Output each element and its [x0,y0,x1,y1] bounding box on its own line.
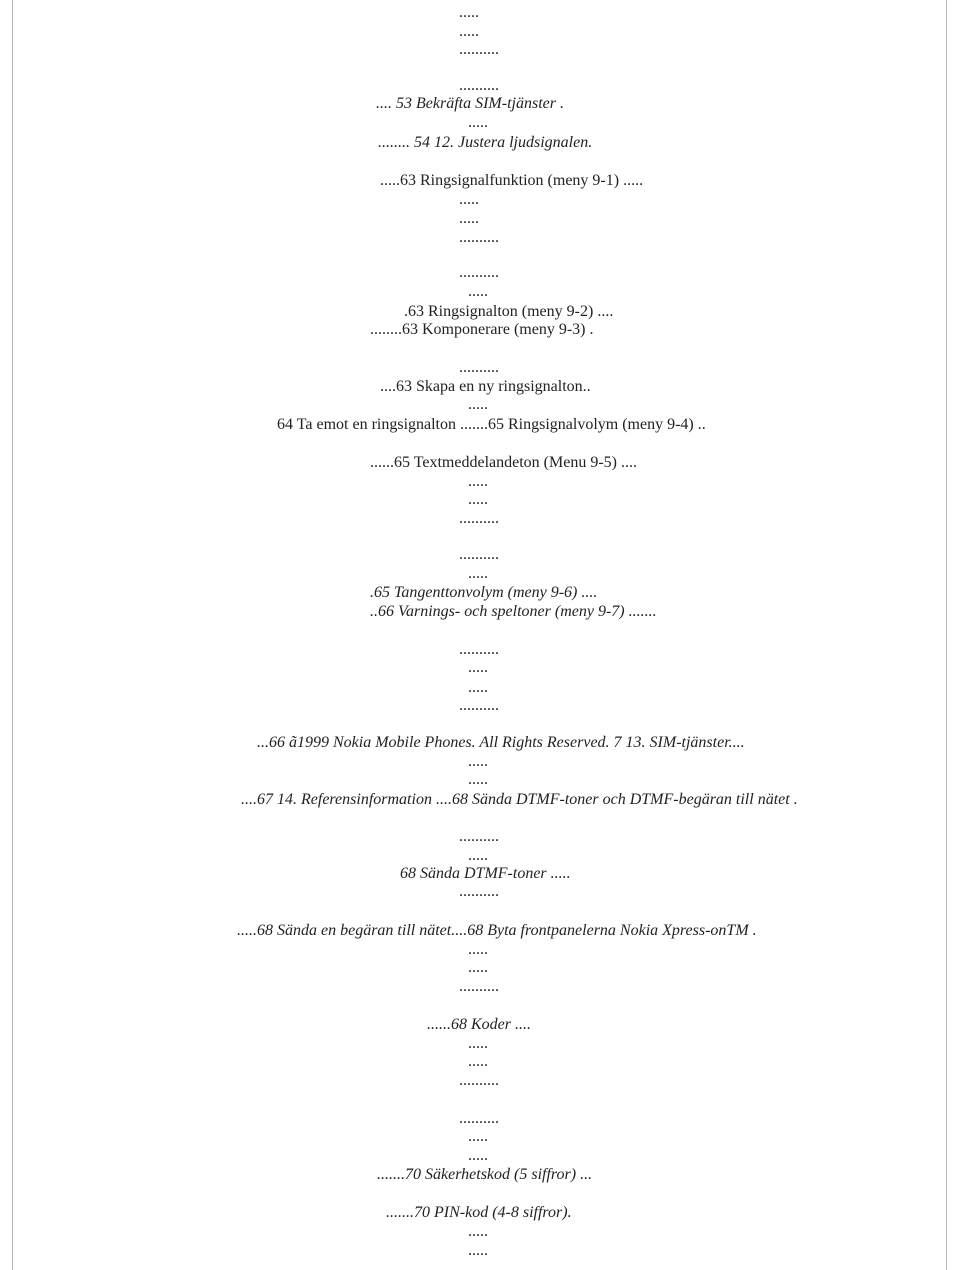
toc-entry-send-dtmf-tones[interactable]: 68 Sända DTMF-toner ..... [400,865,571,882]
toc-entry-send-request-front-panels[interactable]: .....68 Sända en begäran till nätet....68 Byta frontpanelerna Nokia Xpress-onTM . [237,922,757,939]
toc-entry-confirm-sim-services[interactable]: .... 53 Bekräfta SIM-tjänster . [376,95,564,112]
toc-entry-codes[interactable]: ......68 Koder .... [427,1016,531,1033]
toc-dots-line: .......... [459,828,499,845]
toc-dots-line: .......... [459,77,499,94]
toc-dots-line: ..... [468,1223,488,1240]
toc-dots-line: .......... [459,978,499,995]
toc-dots-line: .......... [459,697,499,714]
toc-dots-line: ..... [468,771,488,788]
toc-entry-keypad-volume[interactable]: .65 Tangenttonvolym (meny 9-6) .... [370,584,598,601]
toc-dots-line: .......... [459,229,499,246]
toc-entry-receive-ringtone[interactable]: 64 Ta emot en ringsignalton .......65 Ringsignalvolym (meny 9-4) .. [277,416,706,433]
toc-entry-adjust-sound-signal[interactable]: ........ 54 12. Justera ljudsignalen. [378,134,593,151]
toc-dots-line: ..... [468,659,488,676]
toc-dots-line: ..... [468,1053,488,1070]
toc-dots-line: ..... [468,847,488,864]
toc-entry-ringing-function[interactable]: .....63 Ringsignalfunktion (meny 9-1) ..... [380,172,644,189]
toc-entry-copyright-sim-services[interactable]: ...66 ã1999 Nokia Mobile Phones. All Rights Reserved. 7 13. SIM-tjänster.... [257,734,745,751]
toc-dots-line: ..... [468,1035,488,1052]
toc-dots-line: .......... [459,264,499,281]
toc-dots-line: ..... [468,283,488,300]
toc-dots-line: .......... [459,510,499,527]
toc-dots-line: ..... [468,491,488,508]
toc-dots-line: ..... [468,1147,488,1164]
toc-dots-line: .......... [459,1072,499,1089]
toc-entry-ringtone[interactable]: .63 Ringsignalton (meny 9-2) .... [404,303,614,320]
toc-dots-line: .......... [459,641,499,658]
toc-dots-line: ..... [459,4,479,21]
toc-dots-line: ..... [468,565,488,582]
toc-dots-line: ..... [468,1128,488,1145]
toc-dots-line: ..... [459,191,479,208]
toc-entry-composer[interactable]: ........63 Komponerare (meny 9-3) . [370,321,594,338]
toc-dots-line: ..... [468,679,488,696]
toc-dots-line: ..... [459,210,479,227]
page-border-left [12,0,13,1270]
toc-dots-line: .......... [459,41,499,58]
toc-entry-warning-tones[interactable]: ..66 Varnings- och speltoner (meny 9-7) ....... [370,603,657,620]
toc-dots-line: ..... [468,1242,488,1259]
toc-entry-pin-code[interactable]: .......70 PIN-kod (4-8 siffror). [386,1204,572,1221]
toc-dots-line: ..... [468,473,488,490]
toc-entry-security-code[interactable]: .......70 Säkerhetskod (5 siffror) ... [377,1166,593,1183]
toc-dots-line: .......... [459,1110,499,1127]
toc-entry-message-tone[interactable]: ......65 Textmeddelandeton (Menu 9-5) .... [370,454,637,471]
toc-entry-reference-information[interactable]: ....67 14. Referensinformation ....68 Sända DTMF-toner och DTMF-begäran till nätet . [241,791,798,808]
toc-dots-line: ..... [468,114,488,131]
toc-dots-line: .......... [459,883,499,900]
page-border-right [946,0,947,1270]
toc-dots-line: .......... [459,546,499,563]
toc-dots-line: ..... [468,941,488,958]
toc-dots-line: .......... [459,359,499,376]
toc-dots-line: ..... [468,753,488,770]
toc-entry-create-ringtone[interactable]: ....63 Skapa en ny ringsignalton.. [380,378,591,395]
toc-dots-line: ..... [468,396,488,413]
toc-dots-line: ..... [459,23,479,40]
toc-dots-line: ..... [468,959,488,976]
